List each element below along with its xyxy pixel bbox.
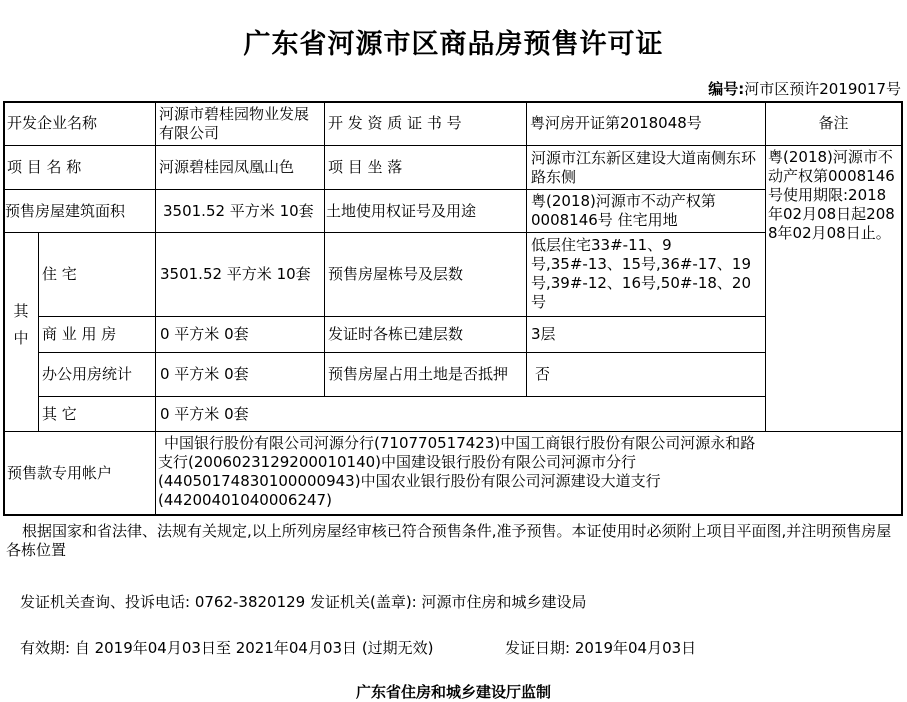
validity-period: 有效期: 自 2019年04月03日至 2021年04月03日 (过期无效): [20, 639, 434, 657]
supervisor-line: 广东省住房和城乡建设厅监制: [355, 683, 551, 701]
project-name-value: 河源碧桂园凤凰山色: [159, 158, 295, 176]
project-location-label: 项 目 坐 落: [328, 158, 403, 176]
certificate-number: [708, 78, 901, 99]
commercial-value: 0 平方米 0套: [160, 325, 249, 343]
project-name-label: 项 目 名 称: [7, 158, 82, 176]
account-value: 中国银行股份有限公司河源分行(710770517423)中国工商银行股份有限公司河源永和路支行(2006023129200010140)中国建设银行股份有限公司河源市分行(44050174830100000943)中国农业银行股份有限公司河源建设大道支行(44200401040006247): [158, 434, 756, 509]
developer-value: 河源市碧桂园物业发展有限公司: [159, 104, 310, 142]
of-which-label: 其中: [11, 303, 30, 357]
mortgage-value: 否: [535, 365, 551, 383]
mortgage-label: 预售房屋占用土地是否抵押: [328, 365, 509, 383]
qualification-cert-value: 粤河房开证第2018048号: [530, 114, 702, 132]
land-cert-value: 粤(2018)河源市不动产权第0008146号 住宅用地: [531, 192, 716, 229]
building-floors-value: 低层住宅33#-11、9号,35#-13、15号,36#-17、19号,39#-12、16号,50#-18、20号: [531, 236, 752, 311]
account-label: 预售款专用帐户: [7, 463, 113, 482]
built-floors-label: 发证时各栋已建层数: [328, 325, 464, 343]
project-location-value: 河源市江东新区建设大道南侧东环路东侧: [531, 148, 757, 186]
other-label: 其 它: [42, 404, 77, 423]
remarks-label: 备注: [818, 114, 849, 132]
presale-area-value: 3501.52 平方米 10套: [163, 201, 314, 220]
commercial-label: 商 业 用 房: [42, 325, 117, 343]
approval-statement: 根据国家和省法律、法规有关规定,以上所列房屋经审核已符合预售条件,准予预售。本证使用时必须附上项目平面图,并注明预售房屋各栋位置: [6, 522, 892, 559]
office-label: 办公用房统计: [42, 365, 133, 383]
presale-area-label: 预售房屋建筑面积: [5, 201, 126, 220]
office-value: 0 平方米 0套: [160, 365, 249, 383]
building-floors-label: 预售房屋栋号及层数: [328, 265, 464, 283]
certificate-title: 广东省河源市区商品房预售许可证: [243, 29, 664, 60]
remarks-value: 粤(2018)河源市不动产权第0008146号使用期限:2018年02月08日起2088年02月08日止。: [768, 148, 895, 242]
certificate-number-value: 河市区预许2019017号: [744, 80, 901, 98]
land-cert-label: 土地使用权证号及用途: [326, 201, 477, 220]
residential-value: 3501.52 平方米 10套: [160, 265, 311, 283]
qualification-cert-label: 开 发 资 质 证 书 号: [328, 114, 462, 132]
built-floors-value: 3层: [531, 325, 556, 343]
developer-label: 开发企业名称: [7, 114, 98, 132]
other-value: 0 平方米 0套: [160, 404, 249, 423]
complaint-issuer-line: 发证机关查询、投诉电话: 0762-3820129 发证机关(盖章): 河源市住房和城乡建设局: [20, 593, 587, 611]
residential-label: 住 宅: [42, 265, 77, 283]
certificate-number-label: 编号:: [708, 80, 745, 98]
issue-date: 发证日期: 2019年04月03日: [505, 639, 697, 657]
